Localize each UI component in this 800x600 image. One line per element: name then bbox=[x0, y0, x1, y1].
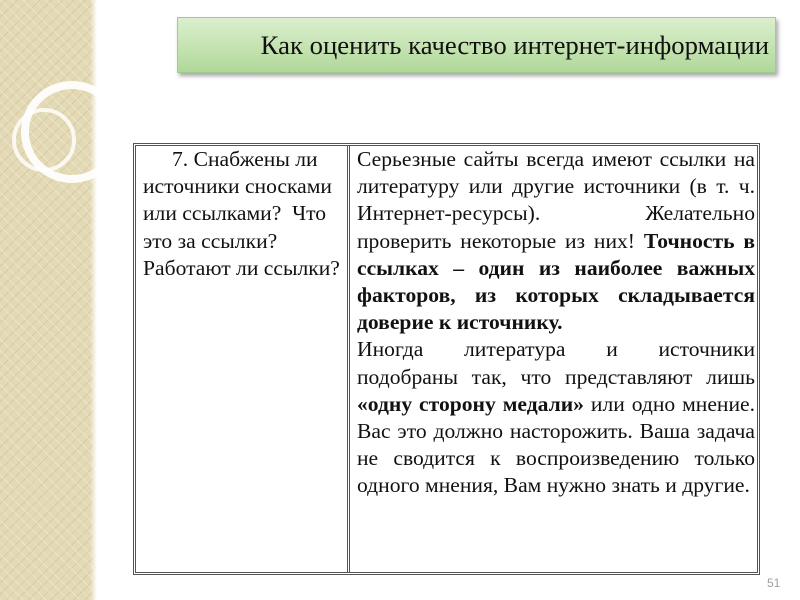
page-number: 51 bbox=[767, 576, 781, 590]
answer-paragraph-2-text-after: или одно мнение. Вас это должно насторожить. Ваша задача не сводится к воспроизведению только одного мнения, Вам нужно знать и другие. bbox=[357, 391, 756, 498]
slide-title: Как оценить качество интернет-информации bbox=[260, 29, 769, 60]
answer-paragraph-2-text-before: Иногда литература и источники подобраны так, что представляют лишь bbox=[357, 337, 755, 389]
answer-paragraph-1-emphasis: Точность в ссылках – один из наиболее важных факторов, из которых складывается доверие к источнику. bbox=[357, 228, 755, 335]
answer-paragraph-2 bbox=[357, 336, 755, 499]
decorative-rings bbox=[0, 0, 97, 600]
content-table bbox=[133, 143, 760, 575]
decorative-side-strip bbox=[0, 0, 97, 600]
question-text: 7. Снабжены ли источники сносками или ссылками? Что это за ссылки? Работают ли ссылки? bbox=[143, 147, 340, 280]
answer-paragraph-1-text: Серьезные сайты всегда имеют ссылки на литературу или другие источники (в т. ч. Интернет-ресурсы). Желательно проверить некоторые из них! bbox=[357, 147, 755, 253]
answer-cell bbox=[350, 146, 757, 572]
title-banner bbox=[177, 17, 776, 73]
question-cell bbox=[136, 146, 350, 572]
answer-paragraph-2-emphasis: «одну сторону медали» bbox=[357, 391, 584, 416]
answer-paragraph-1 bbox=[357, 146, 755, 336]
